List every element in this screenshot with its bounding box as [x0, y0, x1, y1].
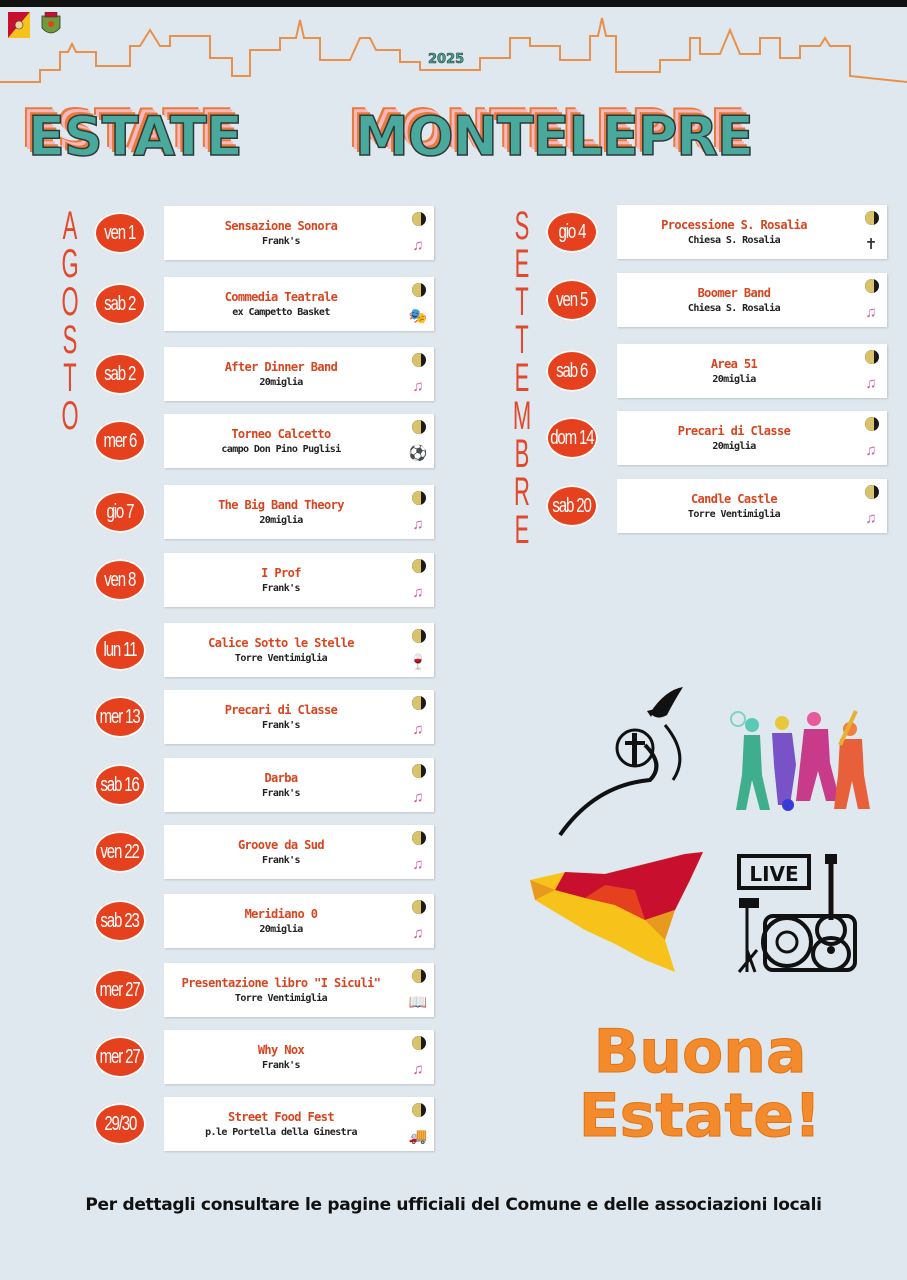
date-badge [546, 417, 598, 459]
music-note-icon: ♫ [412, 925, 424, 942]
event-place: Frank's [262, 236, 300, 247]
religious-dove-cross-icon [555, 685, 690, 840]
event-card [164, 963, 434, 1017]
event-title: Calice Sotto le Stelle [208, 636, 354, 650]
settembre-letter: E [514, 508, 530, 552]
moon-icon [412, 900, 426, 914]
settembre-letter: B [514, 432, 530, 476]
event-place: Chiesa S. Rosalia [687, 303, 781, 314]
event-place: 20miglia [259, 515, 303, 526]
moon-icon [412, 696, 426, 710]
settembre-letter: M [512, 394, 532, 438]
date-label: sab 20 [552, 494, 592, 517]
date-label: ven 5 [556, 288, 588, 311]
moon-icon [865, 211, 879, 225]
event-place: Frank's [262, 1060, 300, 1071]
moon-icon [412, 831, 426, 845]
event-card [617, 411, 887, 465]
music-note-icon: ♫ [412, 721, 424, 738]
event-title: Precari di Classe [224, 703, 338, 717]
moon-icon [412, 559, 426, 573]
book-icon: 📖 [408, 994, 428, 1011]
event-place: p.le Portella della Ginestra [205, 1127, 357, 1138]
event-title: Commedia Teatrale [224, 290, 338, 304]
event-card [164, 206, 434, 260]
moon-icon [412, 1103, 426, 1117]
event-place: campo Don Pino Puglisi [221, 444, 341, 455]
date-label: mer 27 [100, 978, 140, 1001]
music-note-icon: ♫ [412, 516, 424, 533]
music-note-icon: ♫ [865, 510, 877, 527]
event-card [164, 894, 434, 948]
food-truck-icon: 🚚 [408, 1128, 428, 1145]
event-title: Presentazione libro "I Siculi" [181, 976, 381, 990]
buona-estate-greeting [520, 1017, 880, 1151]
moon-icon [412, 283, 426, 297]
event-title: Processione S. Rosalia [661, 218, 807, 232]
event-card [164, 623, 434, 677]
event-place: Torre Ventimiglia [687, 509, 781, 520]
event-card [617, 273, 887, 327]
footer-note: Per dettagli consultare le pagine ufficiali del Comune e delle associazioni locali [85, 1195, 822, 1215]
event-title: Street Food Fest [228, 1110, 334, 1124]
event-title: Precari di Classe [677, 424, 791, 438]
event-title: Meridiano 0 [244, 907, 318, 921]
event-card [164, 1030, 434, 1084]
date-label: ven 8 [104, 568, 136, 591]
event-title: Darba [264, 771, 298, 785]
live-music-icon [735, 850, 860, 978]
agosto-letter: A [62, 204, 78, 248]
event-card [617, 479, 887, 533]
date-label: mer 27 [100, 1045, 140, 1068]
event-card [164, 347, 434, 401]
event-title: Boomer Band [697, 286, 771, 300]
event-place: Frank's [262, 855, 300, 866]
date-label: ven 1 [104, 221, 136, 244]
agosto-letter: G [61, 242, 79, 286]
music-note-icon: ♫ [412, 789, 424, 806]
date-label: lun 11 [103, 638, 137, 661]
date-badge [94, 764, 146, 806]
event-card [164, 553, 434, 607]
settembre-letter: S [514, 204, 530, 248]
date-badge [94, 1036, 146, 1078]
agosto-letter: S [62, 318, 78, 362]
event-card [164, 825, 434, 879]
theater-masks-icon: 🎭 [408, 308, 428, 325]
moon-icon [412, 629, 426, 643]
moon-icon [865, 279, 879, 293]
event-title: Sensazione Sonora [224, 219, 338, 233]
moon-icon [412, 420, 426, 434]
event-card [617, 205, 887, 259]
date-badge [546, 350, 598, 392]
moon-icon [412, 969, 426, 983]
sicily-map-icon [525, 850, 705, 975]
moon-icon [865, 485, 879, 499]
live-label: LIVE [749, 862, 799, 886]
date-badge [94, 1103, 146, 1145]
date-label: mer 13 [100, 705, 140, 728]
settembre-letter: T [515, 280, 529, 324]
agosto-letter: O [61, 394, 79, 438]
date-badge [546, 279, 598, 321]
music-note-icon: ♫ [412, 856, 424, 873]
event-place: Frank's [262, 788, 300, 799]
moon-icon [865, 350, 879, 364]
event-place: 20miglia [259, 377, 303, 388]
date-label: dom 14 [550, 426, 594, 449]
event-place: Torre Ventimiglia [234, 993, 328, 1004]
moon-icon [412, 353, 426, 367]
music-note-icon: ♫ [412, 237, 424, 254]
wine-glass-icon: 🍷 [408, 654, 428, 671]
date-label: 29/30 [104, 1112, 136, 1135]
event-place: 20miglia [712, 441, 756, 452]
moon-icon [412, 764, 426, 778]
event-card [164, 758, 434, 812]
date-label: sab 2 [104, 292, 136, 315]
event-card [164, 414, 434, 468]
settembre-letter: E [514, 242, 530, 286]
event-title: Groove da Sud [237, 838, 325, 852]
title-estate: ESTATE [28, 105, 242, 168]
year-label: 2025 [428, 52, 465, 67]
event-place: 20miglia [259, 924, 303, 935]
event-title: The Big Band Theory [218, 498, 344, 512]
date-badge [94, 491, 146, 533]
event-title: Torneo Calcetto [231, 427, 331, 441]
moon-icon [412, 212, 426, 226]
event-title: After Dinner Band [224, 360, 338, 374]
music-note-icon: ♫ [865, 442, 877, 459]
moon-icon [412, 1036, 426, 1050]
event-title: Candle Castle [690, 492, 778, 506]
event-title: I Prof [261, 566, 301, 580]
event-place: Frank's [262, 583, 300, 594]
event-place: Frank's [262, 720, 300, 731]
event-card [164, 690, 434, 744]
agosto-letter: O [61, 280, 79, 324]
month-label-settembre [511, 204, 533, 552]
moon-icon [412, 491, 426, 505]
music-note-icon: ♫ [865, 304, 877, 321]
music-note-icon: ♫ [412, 1061, 424, 1078]
date-badge [94, 212, 146, 254]
date-badge [94, 900, 146, 942]
event-place: ex Campetto Basket [232, 307, 330, 318]
event-card [617, 344, 887, 398]
date-badge [546, 211, 598, 253]
town-skyline-outline [0, 10, 907, 90]
settembre-letter: T [515, 318, 529, 362]
date-badge [94, 420, 146, 462]
event-title: Area 51 [710, 357, 758, 371]
date-label: sab 6 [556, 359, 588, 382]
sports-silhouettes-icon [730, 705, 875, 815]
date-label: gio 7 [106, 500, 134, 523]
soccer-ball-icon: ⚽ [408, 445, 428, 462]
settembre-letter: R [514, 470, 530, 514]
date-label: mer 6 [103, 429, 137, 452]
event-place: Torre Ventimiglia [234, 653, 328, 664]
music-note-icon: ♫ [412, 584, 424, 601]
date-badge [94, 629, 146, 671]
top-bar [0, 0, 907, 7]
date-badge [546, 485, 598, 527]
event-place: Chiesa S. Rosalia [687, 235, 781, 246]
greeting-line-2: Estate! [578, 1081, 822, 1151]
date-label: gio 4 [558, 220, 586, 243]
event-card [164, 485, 434, 539]
cross-icon: ✝ [864, 236, 878, 253]
event-title: Why Nox [257, 1043, 305, 1057]
moon-icon [865, 417, 879, 431]
date-label: sab 23 [100, 909, 140, 932]
music-note-icon: ♫ [865, 375, 877, 392]
date-badge [94, 283, 146, 325]
event-card [164, 1097, 434, 1151]
title-montelepre: MONTELEPRE [355, 105, 753, 168]
greeting-line-1: Buona [593, 1017, 807, 1087]
date-badge [94, 831, 146, 873]
month-label-agosto [59, 204, 81, 438]
date-label: sab 16 [100, 773, 140, 796]
event-place: 20miglia [712, 374, 756, 385]
date-label: ven 22 [100, 840, 140, 863]
date-label: sab 2 [104, 362, 136, 385]
event-card [164, 277, 434, 331]
date-badge [94, 969, 146, 1011]
music-note-icon: ♫ [412, 378, 424, 395]
date-badge [94, 353, 146, 395]
settembre-letter: E [514, 356, 530, 400]
date-badge [94, 559, 146, 601]
date-badge [94, 696, 146, 738]
agosto-letter: T [63, 356, 77, 400]
